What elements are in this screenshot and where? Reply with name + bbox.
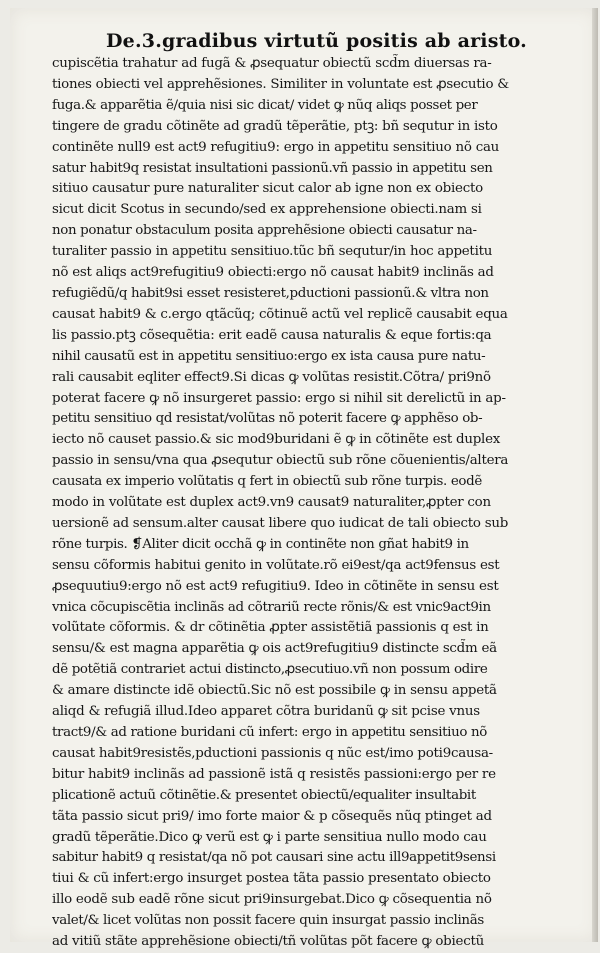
text-line: poterat facere ꝙ nõ insurgeret passio: ergo si nihil sit derelictũ in ap- [52,390,506,406]
text-line: tract9/& ad ratione buridani cũ infert: ergo in appetitu sensitiuo nõ [52,725,487,740]
text-line: & amare distincte idẽ obiectũ.Sic nõ est possibile ꝙ in sensu appetã [52,683,497,699]
text-line: nihil causatũ est in appetitu sensitiuo:ergo ex ista causa pure natu- [52,348,486,364]
text-line: bitur habit9 inclinãs ad passionẽ istã q resistẽs passioni:ergo per re [52,766,496,782]
text-line: nõ est aliqs act9refugitiu9 obiecti:ergo nõ causat habit9 inclinãs ad [52,265,494,281]
text-line: illo eodẽ sub eadẽ rõne sicut pri9insurgebat.Dico ꝙ cõsequentia nõ [52,892,492,908]
text-line: satur habit9q resistat insultationi passionũ.vñ passio in appetitu sen [52,160,493,176]
text-line: ꝓsequutiu9:ergo nõ est act9 refugitiu9. Ideo in cõtinẽte in sensu est [52,578,499,594]
text-line: cupiscẽtia trahatur ad fugã & ꝓsequatur obiectũ scd̃m diuersas ra- [52,56,492,71]
text-line: sensu/& est magna apparẽtia ꝙ ois act9refugitiu9 distincte scd̃m eã [52,641,497,657]
text-line: fuga.& apparẽtia ẽ/quia nisi sic dicat/ videt ꝙ nũq aliqs posset per [52,97,478,113]
text-line: ad vitiũ stãte apprehẽsione obiecti/tñ volũtas põt facere ꝙ obiectũ [52,934,484,950]
text-block [52,30,557,953]
text-line: rõne turpis. ❡Aliter dicit occhã ꝙ in continẽte non gñat habit9 in [52,536,469,552]
book-page [10,8,598,950]
page-gutter [592,8,598,942]
text-line: causata ex imperio volũtatis q fert in obiectũ sub rõne turpis. eodẽ [52,474,482,490]
text-line: rali causabit eqliter effect9.Si dicas ꝙ volũtas resistit.Cõtra/ pri9nõ [52,369,491,385]
text-line: gradũ tẽperãtie.Dico ꝙ verũ est ꝙ i parte sensitiua nullo modo cau [52,829,487,845]
text-line: tingere de gradu cõtinẽte ad gradũ tẽperãtie, ptꝫ: bñ sequtur in isto [52,118,498,134]
text-line: volũtate cõformis. & dr cõtinẽtia ꝓpter assistẽtiã passionis q est in [52,620,489,636]
page-heading: De.3.gradibus virtutũ positis ab aristo. [106,30,527,52]
text-line: vnica cõcupiscẽtia inclinãs ad cõtrariũ recte rõnis/& est vnic9act9in [52,599,491,615]
text-line: uersionẽ ad sensum.alter causat libere quo iudicat de tali obiecto sub [52,515,509,531]
text-line: tiui & cũ infert:ergo insurget postea tãta passio presentato obiecto [52,871,491,887]
text-line: sitiuo causatur pure naturaliter sicut calor ab igne non ex obiecto [52,181,483,197]
text-line: turaliter passio in appetitu sensitiuo.tũc bñ sequtur/in hoc appetitu [52,244,493,260]
text-line: passio in sensu/vna qua ꝓsequtur obiectũ sub rõne cõuenientis/altera [52,453,509,469]
text-line: continẽte null9 est act9 refugitiu9: ergo in appetitu sensitiuo nõ cau [52,139,500,155]
text-line: tãta passio sicut pri9/ imo forte maior & p cõsequẽs nũq ptinget ad [52,808,492,824]
text-line: aliqd & refugiã illud.Ideo apparet cõtra buridanũ ꝙ sit pcise vnus [52,704,480,720]
text-line: sicut dicit Scotus in secundo/sed ex apprehensione obiecti.nam si [52,202,482,218]
text-line: plicationẽ actuũ cõtinẽtie.& presentet obiectũ/equaliter insultabit [52,787,476,803]
text-line: dẽ potẽtiã contrariet actui distincto,ꝓsecutiuo.vñ non possum odire [52,662,488,678]
body-text [52,54,557,953]
text-line: causat habit9 & c.ergo qtãcũq; cõtinuẽ actũ vel replicẽ causabit equa [52,306,508,322]
text-line: lis passio.ptꝫ cõsequẽtia: erit eadẽ causa naturalis & eque fortis:qa [52,327,492,343]
text-line: sensu cõformis habitui genito in volũtate.rõ ei9est/qa act9fensus est [52,557,500,573]
text-line: causat habit9resistẽs,pductioni passionis q nũc est/imo poti9causa- [52,745,493,761]
text-line: refugiẽdũ/q habit9si esset resisteret,pductioni passionũ.& vltra non [52,285,489,301]
text-line: valet/& licet volũtas non possit facere quin insurgat passio inclinãs [52,913,484,929]
text-line: non ponatur obstaculum posita apprehẽsione obiecti causatur na- [52,223,477,239]
text-line: sabitur habit9 q resistat/qa nõ pot causari sine actu ill9appetit9sensi [52,850,496,866]
text-line: tiones obiecti vel apprehẽsiones. Similiter in voluntate est ꝓsecutio & [52,76,509,92]
text-line: iecto nõ causet passio.& sic mod9buridani ẽ ꝙ in cõtinẽte est duplex [52,432,501,448]
text-line: modo in volũtate est duplex act9.vn9 causat9 naturaliter,ꝓpter con [52,495,491,511]
text-line: petitu sensitiuo qd resistat/volũtas nõ poterit facere ꝙ apphẽso ob- [52,411,483,427]
